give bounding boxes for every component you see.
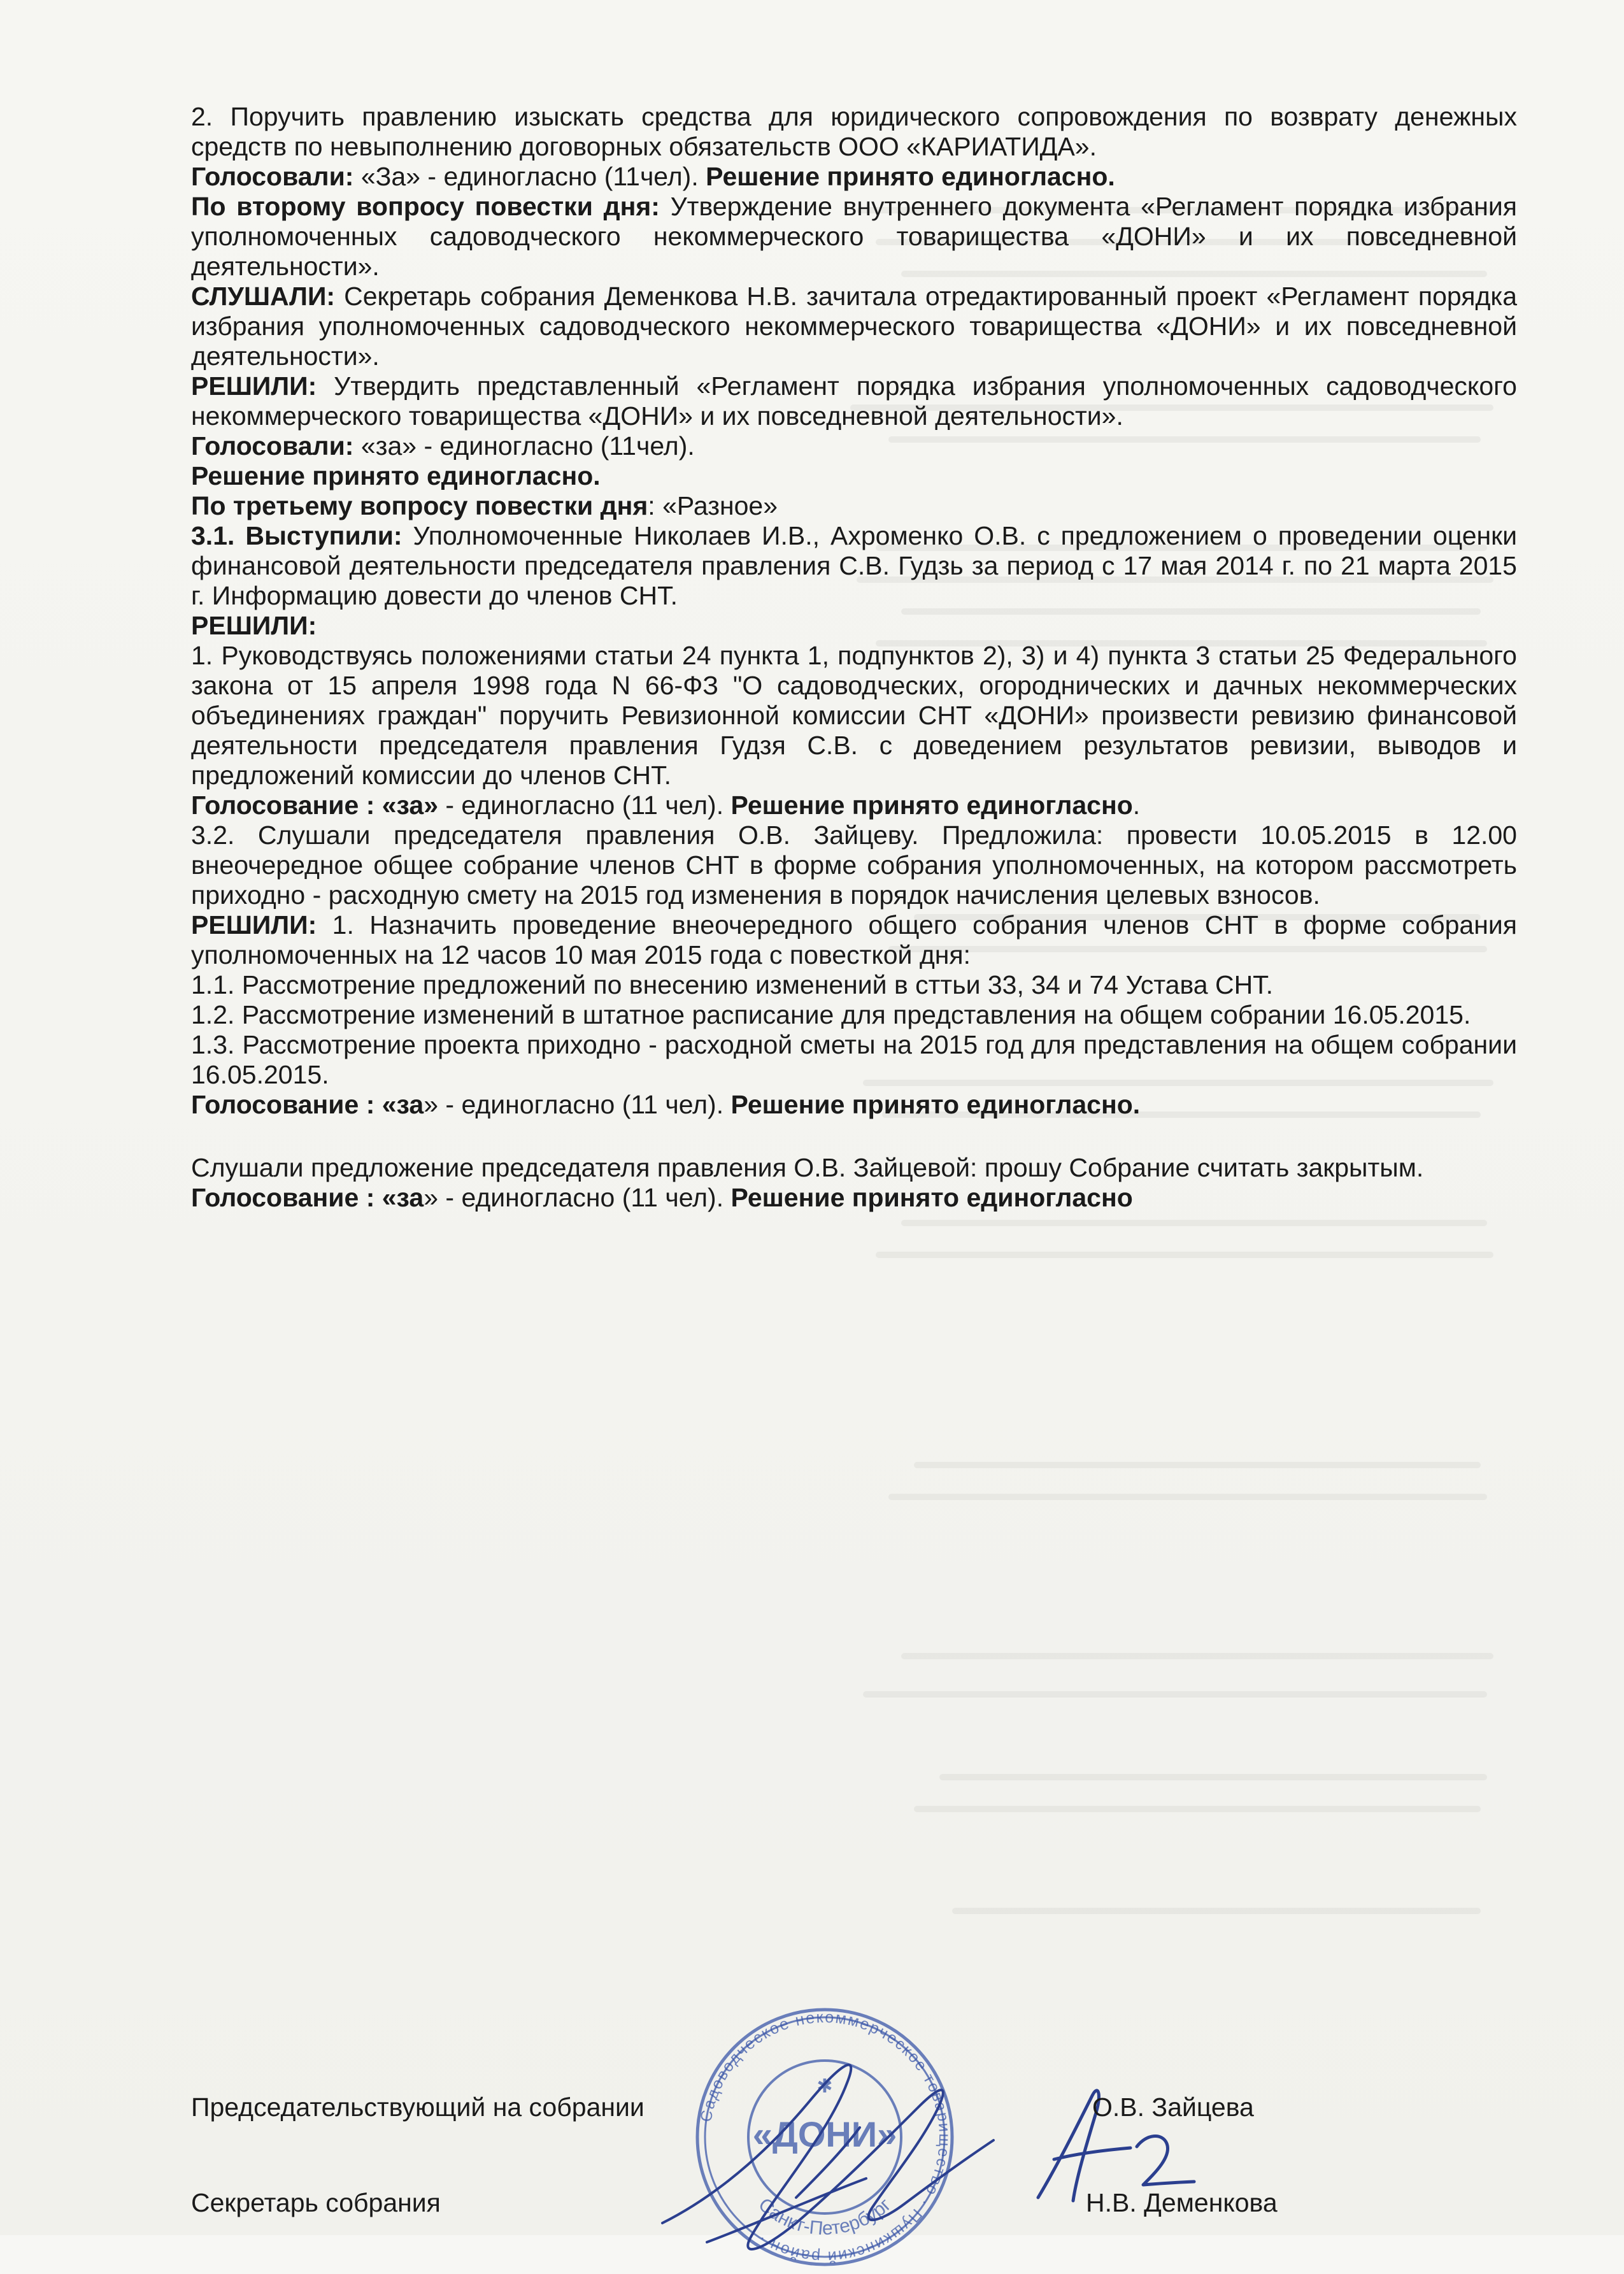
paragraph-p4 <box>191 282 1517 371</box>
text-run: Уполномоченные Николаев И.В., Ахроменко О.В. с предложением о проведении оценки финансовой деятельности председателя правления С.В. Гудзь за период с 17 мая 2014 г. по 21 марта 2015 г. Информацию довести до членов СНТ. <box>191 521 1517 610</box>
paragraph-gap <box>191 1120 1517 1153</box>
text-run: 1.2. Рассмотрение изменений в штатное расписание для представления на общем собрании 16.05.2015. <box>191 1000 1471 1029</box>
text-run: 1.3. Рассмотрение проекта приходно - расходной сметы на 2015 год для представления на общем собрании 16.05.2015. <box>191 1030 1517 1089</box>
paragraph-p8 <box>191 491 1517 521</box>
paragraph-p5 <box>191 371 1517 431</box>
paragraph-p11 <box>191 641 1517 790</box>
svg-text:«ДОНИ»: «ДОНИ» <box>752 2114 897 2154</box>
text-run: 1.1. Рассмотрение предложений по внесению изменений в сттьи 33, 34 и 74 Устава СНТ. <box>191 970 1274 999</box>
bold-run: Голосование : «за <box>191 1183 424 1212</box>
text-run: 1. Руководствуясь положениями статьи 24 пункта 1, подпунктов 2), 3) и 4) пункта 3 статьи 25 Федерального закона от 15 апреля 1998 года N 66-ФЗ "О садоводческих, огороднических и дачных некоммерческих объединениях граждан" поручить Ревизионной комиссии СНТ «ДОНИ» произвести ревизию финансовой деятельности председателя правления Гудзя С.В. с доведением результатов ревизии, выводов и предложений комиссии до членов СНТ. <box>191 641 1517 790</box>
paragraph-p16 <box>191 1000 1517 1030</box>
bold-run: СЛУШАЛИ: <box>191 282 345 311</box>
text-run: Секретарь собрания Деменкова Н.В. зачитала отредактированный проект «Регламент порядка избрания уполномоченных садоводческого некоммерческого товарищества «ДОНИ» и их повседневной деятельности». <box>191 282 1518 371</box>
signature-block <box>191 2092 1517 2226</box>
secretary-signature-row <box>191 2188 1517 2226</box>
paragraph-p19 <box>191 1153 1517 1183</box>
paragraph-p9 <box>191 521 1517 611</box>
svg-text:✱: ✱ <box>816 2076 833 2097</box>
paragraph-p14 <box>191 910 1517 970</box>
bold-run: Решение принято единогласно. <box>706 162 1115 191</box>
paragraph-p12 <box>191 790 1517 820</box>
text-run: . <box>1132 790 1141 820</box>
paragraph-p15 <box>191 970 1517 1000</box>
bold-run: Голосование : «за» <box>191 790 446 820</box>
bold-run: РЕШИЛИ: <box>191 371 334 401</box>
bold-run: По третьему вопросу повестки дня <box>191 491 648 520</box>
paragraph-p3 <box>191 192 1517 282</box>
text-run: Слушали предложение председателя правления О.В. Зайцевой: прошу Собрание считать закрытым. <box>191 1153 1424 1182</box>
svg-text:Санкт-Петербург: Санкт-Петербург <box>754 2194 895 2240</box>
text-run: «за» - единогласно (11чел). <box>360 431 695 461</box>
text-run: Утвердить представленный «Регламент порядка избрания уполномоченных садоводческого некоммерческого товарищества «ДОНИ» и их повседневной деятельности». <box>191 371 1517 431</box>
paragraph-p7 <box>191 461 1517 491</box>
paragraph-p6 <box>191 431 1517 461</box>
text-run: » - единогласно (11 чел). <box>424 1090 731 1119</box>
secretary-role: Секретарь собрания <box>191 2188 441 2217</box>
text-run: 3.2. Слушали председателя правления О.В. Зайцеву. Предложила: провести 10.05.2015 в 12.00 внеочередное общее собрание членов СНТ в форме собрания уполномоченных, на котором рассмотреть приходно - расходную смету на 2015 год изменения в порядок начисления целевых взносов. <box>191 820 1517 910</box>
bold-run: Решение принято единогласно. <box>191 461 601 490</box>
text-run: : «Разное» <box>648 491 778 520</box>
bold-run: По второму вопросу повестки дня: <box>191 192 671 221</box>
chair-signature-row <box>191 2092 1517 2131</box>
paragraph-p13 <box>191 820 1517 910</box>
bold-run: Голосование : «за <box>191 1090 424 1119</box>
bold-run: РЕШИЛИ: <box>191 910 332 940</box>
document-body <box>191 102 1517 1213</box>
chair-role: Председательствующий на собрании <box>191 2092 645 2122</box>
paragraph-p20 <box>191 1183 1517 1213</box>
bold-run: Решение принято единогласно <box>730 790 1133 820</box>
secretary-name: Н.В. Деменкова <box>1086 2188 1278 2217</box>
paragraph-p18 <box>191 1090 1517 1120</box>
paragraph-p2 <box>191 162 1517 192</box>
paragraph-p17 <box>191 1030 1517 1090</box>
text-run: 1. Назначить проведение внеочередного общего собрания членов СНТ в форме собрания уполномоченных на 12 часов 10 мая 2015 года с повесткой дня: <box>191 910 1517 969</box>
bold-run: Решение принято единогласно <box>730 1183 1133 1212</box>
paragraph-p1 <box>191 102 1517 162</box>
bold-run: Голосовали: <box>191 431 361 461</box>
text-run: » - единогласно (11 чел). <box>424 1183 731 1212</box>
text-run: 2. Поручить правлению изыскать средства для юридического сопровождения по возврату денежных средств по невыполнению договорных обязательств ООО «КАРИАТИДА». <box>191 102 1517 161</box>
text-run: - единогласно (11 чел). <box>445 790 731 820</box>
text-run: «За» - единогласно (11чел). <box>360 162 706 191</box>
text-run: Утверждение внутреннего документа «Регламент порядка избрания уполномоченных садоводческого некоммерческого товарищества «ДОНИ» и их повседневной деятельности». <box>191 192 1517 281</box>
bold-run: 3.1. Выступили: <box>191 521 413 550</box>
bold-run: Голосовали: <box>191 162 361 191</box>
chair-name: О.В. Зайцева <box>1092 2092 1254 2122</box>
paragraph-p10 <box>191 611 1517 641</box>
bold-run: Решение принято единогласно. <box>730 1090 1141 1119</box>
bold-run: РЕШИЛИ: <box>191 611 317 640</box>
svg-text:Садоводческое некоммерческое т: Садоводческое некоммерческое товарищество · Пушкинский район · <box>697 2008 954 2266</box>
